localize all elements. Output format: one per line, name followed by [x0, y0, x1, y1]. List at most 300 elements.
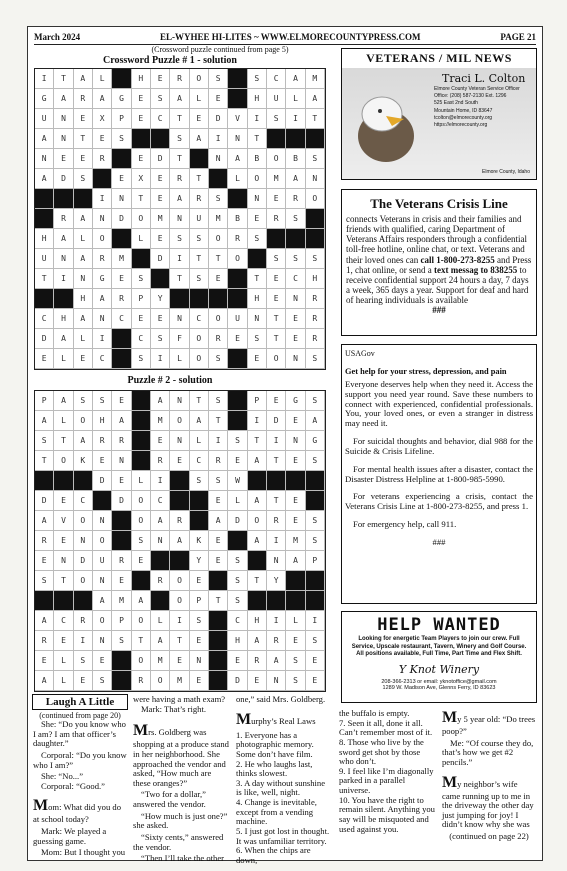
laugh-continued-note: (continued from page 20)	[39, 711, 121, 720]
crossword-cell: D	[112, 209, 131, 229]
crossword-cell: L	[286, 89, 305, 109]
crossword-black-square	[209, 671, 228, 691]
crossword-cell: E	[228, 451, 247, 471]
crossword1-title: Crossword Puzzle # 1 - solution	[103, 55, 237, 66]
crossword-cell: R	[170, 169, 189, 189]
crossword-cell: S	[151, 329, 170, 349]
crossword-cell: N	[93, 209, 112, 229]
crossword1-grid	[34, 68, 326, 370]
crossword-cell: N	[209, 149, 228, 169]
crossword-cell: S	[93, 391, 112, 411]
laugh-column-2	[133, 694, 229, 864]
crossword-cell: N	[170, 431, 189, 451]
crossword-cell: S	[190, 611, 209, 631]
crossword-cell: S	[306, 531, 325, 551]
crossword-cell: R	[35, 531, 54, 551]
crossword-cell: T	[190, 169, 209, 189]
crossword-cell: T	[267, 491, 286, 511]
law-line: 1. Everyone has a photographic memory. Some don’t have film.	[236, 729, 314, 759]
crossword-cell: E	[93, 651, 112, 671]
crossword-cell: E	[132, 309, 151, 329]
crossword-cell: L	[286, 611, 305, 631]
crossword-cell: A	[54, 391, 73, 411]
crossword-cell: A	[54, 89, 73, 109]
joke-line: “Sixty cents,” answered the vendor.	[133, 831, 224, 852]
crossword-black-square	[248, 471, 267, 491]
crossword-cell: E	[54, 631, 73, 651]
crossword-black-square	[132, 391, 151, 411]
crossword-cell: R	[93, 431, 112, 451]
crossword-cell: N	[248, 189, 267, 209]
crossword-cell: E	[267, 391, 286, 411]
usagov-heading: Get help for your stress, depression, and pain	[345, 367, 507, 376]
crossword-black-square	[190, 511, 209, 531]
crossword-cell: E	[209, 551, 228, 571]
crossword-cell: M	[170, 671, 189, 691]
crossword-black-square	[228, 531, 247, 551]
crossword-cell: R	[54, 209, 73, 229]
crossword-cell: L	[74, 329, 93, 349]
usagov-paragraph: For veterans experiencing a crisis, contact the Veterans Crisis Line at 1-800-273-8255, and press 1.	[345, 491, 533, 512]
crossword-cell: H	[74, 289, 93, 309]
crossword-cell: O	[54, 451, 73, 471]
crossword-cell: E	[35, 349, 54, 369]
crossword-cell: E	[54, 491, 73, 511]
crossword-cell: O	[170, 591, 189, 611]
crossword-cell: C	[74, 491, 93, 511]
crossword-cell: N	[151, 531, 170, 551]
crossword-cell: X	[132, 169, 151, 189]
crossword-cell: M	[286, 531, 305, 551]
crossword-cell: E	[228, 651, 247, 671]
laugh-column-4	[339, 709, 435, 855]
crossword-black-square	[132, 431, 151, 451]
drop-cap: M	[33, 797, 49, 815]
crossword-cell: C	[228, 611, 247, 631]
crossword-cell: E	[267, 269, 286, 289]
crossword-cell: T	[74, 129, 93, 149]
crossword-black-square	[112, 69, 131, 89]
crossword-cell: G	[306, 431, 325, 451]
crossword-cell: A	[248, 531, 267, 551]
crossword-black-square	[267, 129, 286, 149]
law-line: 10. You have the right to remain silent. Anything you say will be misquoted and used against you.	[339, 794, 435, 834]
crossword-black-square	[35, 591, 54, 611]
crossword-cell: O	[132, 511, 151, 531]
crisis-end: ###	[432, 305, 446, 316]
crossword-cell: N	[112, 189, 131, 209]
joke-line: y 5 year old: “Do trees poop?”	[442, 714, 536, 736]
crossword-cell: T	[170, 269, 189, 289]
crossword-cell: A	[35, 511, 54, 531]
crossword-cell: S	[306, 451, 325, 471]
crossword-cell: T	[170, 149, 189, 169]
crossword-cell: E	[286, 631, 305, 651]
crossword-cell: A	[54, 229, 73, 249]
crossword-cell: R	[267, 209, 286, 229]
crossword-cell: E	[190, 109, 209, 129]
crossword-black-square	[190, 491, 209, 511]
crossword-black-square	[132, 129, 151, 149]
crossword-cell: A	[190, 129, 209, 149]
crossword-cell: T	[209, 591, 228, 611]
crossword-cell: I	[306, 611, 325, 631]
crisis-body	[342, 214, 536, 316]
crossword-cell: A	[35, 169, 54, 189]
crossword-cell: A	[35, 611, 54, 631]
crossword-cell: E	[190, 631, 209, 651]
crossword-black-square	[248, 249, 267, 269]
crossword-cell: H	[54, 309, 73, 329]
crossword-cell: T	[54, 69, 73, 89]
law-line: 4. Change is inevitable, except from a vending machine.	[236, 797, 317, 827]
crossword-black-square	[112, 531, 131, 551]
crossword-cell: T	[248, 269, 267, 289]
law-line: 5. I just got lost in thought. It was unfamiliar territory.	[236, 825, 330, 846]
crossword-cell: S	[112, 129, 131, 149]
crossword-black-square	[228, 89, 247, 109]
crossword-cell: U	[35, 249, 54, 269]
crossword-cell: S	[74, 169, 93, 189]
crossword-cell: E	[112, 471, 131, 491]
crossword-cell: N	[93, 571, 112, 591]
crossword-cell: O	[209, 229, 228, 249]
crossword-cell: N	[170, 309, 189, 329]
crossword-cell: T	[248, 431, 267, 451]
law-line: 7. Seen it all, done it all. Can’t remember most of it.	[339, 717, 433, 738]
crossword-cell: C	[190, 451, 209, 471]
crossword-cell: E	[267, 289, 286, 309]
crossword-cell: T	[54, 431, 73, 451]
crossword-cell: E	[112, 269, 131, 289]
crossword-cell: D	[267, 411, 286, 431]
crossword-cell: D	[228, 671, 247, 691]
crossword-cell: S	[286, 249, 305, 269]
crossword-cell: R	[209, 329, 228, 349]
crossword-cell: U	[228, 309, 247, 329]
crossword-cell: T	[248, 129, 267, 149]
crossword-black-square	[228, 189, 247, 209]
crossword-cell: C	[132, 329, 151, 349]
crossword-cell: A	[170, 189, 189, 209]
crossword-cell: C	[93, 349, 112, 369]
crossword-cell: R	[93, 249, 112, 269]
crossword-cell: E	[286, 491, 305, 511]
crossword-black-square	[151, 551, 170, 571]
crossword-cell: E	[170, 451, 189, 471]
crossword-cell: A	[306, 89, 325, 109]
crossword-black-square	[170, 289, 189, 309]
crossword-cell: A	[306, 411, 325, 431]
crossword-cell: E	[93, 129, 112, 149]
crossword-cell: R	[286, 189, 305, 209]
crossword-black-square	[228, 269, 247, 289]
crossword-cell: E	[151, 189, 170, 209]
help-address: 1289 W. Madison Ave, Glenns Ferry, ID 83623	[382, 684, 496, 691]
crossword-black-square	[170, 491, 189, 511]
crossword-cell: A	[74, 69, 93, 89]
crossword-black-square	[151, 269, 170, 289]
crossword-cell: O	[190, 69, 209, 89]
crossword-cell: R	[170, 511, 189, 531]
crossword-cell: S	[267, 249, 286, 269]
joke-line: “Two for a dollar,” answered the vendor.	[133, 789, 206, 809]
crossword-cell: A	[286, 169, 305, 189]
crossword-cell: E	[112, 571, 131, 591]
crossword-cell: L	[54, 651, 73, 671]
crossword-cell: H	[306, 269, 325, 289]
joke-line: one,” said Mrs. Goldberg.	[236, 694, 326, 704]
crossword-cell: E	[35, 651, 54, 671]
officer-line: 525 East 2nd South	[434, 100, 478, 107]
crossword2-grid	[34, 390, 326, 692]
crossword-cell: D	[54, 169, 73, 189]
crossword-cell: S	[286, 651, 305, 671]
crossword-cell: T	[306, 109, 325, 129]
crossword-cell: S	[190, 269, 209, 289]
crossword-cell: I	[286, 109, 305, 129]
crossword-cell: Y	[267, 571, 286, 591]
crossword-cell: T	[35, 451, 54, 471]
crossword-cell: I	[170, 611, 189, 631]
crossword-cell: D	[112, 491, 131, 511]
crossword-cell: O	[228, 249, 247, 269]
crossword-cell: S	[209, 471, 228, 491]
crossword-cell: R	[132, 671, 151, 691]
crossword-cell: X	[93, 109, 112, 129]
crossword-cell: M	[209, 209, 228, 229]
crossword-cell: E	[151, 229, 170, 249]
crossword-black-square	[74, 189, 93, 209]
crossword-cell: A	[286, 551, 305, 571]
crossword-cell: I	[151, 471, 170, 491]
crossword-cell: A	[35, 671, 54, 691]
crossword-cell: A	[248, 491, 267, 511]
crossword-cell: N	[286, 349, 305, 369]
crossword-cell: O	[93, 229, 112, 249]
crossword-cell: H	[35, 229, 54, 249]
help-wanted-title: HELP WANTED	[377, 615, 501, 635]
crossword-cell: E	[74, 149, 93, 169]
crossword-black-square	[54, 289, 73, 309]
crossword-cell: L	[228, 169, 247, 189]
crossword-cell: O	[74, 511, 93, 531]
officer-line: https://elmorecounty.org	[434, 122, 488, 129]
crossword-black-square	[151, 591, 170, 611]
crossword-cell: R	[170, 69, 189, 89]
crossword-black-square	[306, 591, 325, 611]
crossword-black-square	[112, 511, 131, 531]
crossword-cell: E	[286, 329, 305, 349]
joke-line: Mom: But I thought you	[41, 847, 126, 858]
crossword-cell: I	[74, 631, 93, 651]
joke-line: y neighbor’s wife came running up to me in the driveway the other day just jumping for joy! I didn’t know why she was	[442, 778, 534, 830]
crossword-cell: I	[170, 249, 189, 269]
crossword-cell: T	[170, 631, 189, 651]
crossword-cell: C	[267, 69, 286, 89]
crossword-cell: N	[228, 129, 247, 149]
crossword-cell: D	[209, 109, 228, 129]
crossword-cell: N	[74, 531, 93, 551]
crossword-black-square	[132, 451, 151, 471]
crossword-cell: N	[35, 149, 54, 169]
crossword-cell: E	[54, 531, 73, 551]
crossword-black-square	[74, 591, 93, 611]
crossword-cell: E	[209, 491, 228, 511]
crossword-cell: B	[248, 149, 267, 169]
help-contact: 208-366-2313 or email: yknotoffice@gmail.com	[381, 678, 497, 685]
crossword-cell: A	[35, 129, 54, 149]
crossword-cell: Y	[151, 289, 170, 309]
crossword-cell: T	[267, 451, 286, 471]
crossword-cell: R	[35, 631, 54, 651]
crossword-cell: S	[228, 571, 247, 591]
law-line: 2. He who laughs last, thinks slowest.	[236, 758, 313, 779]
crossword-black-square	[151, 129, 170, 149]
crossword-black-square	[35, 289, 54, 309]
veterans-title: VETERANS / MIL NEWS	[342, 49, 536, 69]
crossword-cell: E	[151, 169, 170, 189]
crossword-cell: G	[35, 89, 54, 109]
crossword-cell: O	[190, 329, 209, 349]
crossword-black-square	[112, 229, 131, 249]
joke-line: Mark: We played a guessing game.	[33, 826, 107, 846]
crossword-cell: M	[112, 591, 131, 611]
crossword-black-square	[54, 591, 73, 611]
crossword-cell: E	[209, 89, 228, 109]
help-wanted-ad	[341, 611, 537, 703]
crossword-black-square	[248, 591, 267, 611]
usagov-box	[341, 344, 537, 604]
crossword-black-square	[286, 471, 305, 491]
crossword-cell: R	[74, 89, 93, 109]
crossword-cell: N	[54, 249, 73, 269]
crossword-cell: A	[190, 411, 209, 431]
crossword-cell: S	[306, 631, 325, 651]
joke-line: “How much is just one?” she asked.	[133, 810, 228, 831]
crossword-cell: S	[306, 511, 325, 531]
crisis-phone: call 1-800-273-8255	[420, 254, 495, 265]
crossword-cell: N	[267, 551, 286, 571]
crossword-black-square	[306, 229, 325, 249]
crossword-cell: O	[248, 169, 267, 189]
crossword-cell: S	[306, 349, 325, 369]
crossword-cell: T	[267, 329, 286, 349]
veterans-photo	[342, 68, 536, 179]
crossword-cell: H	[93, 411, 112, 431]
crossword-black-square	[228, 69, 247, 89]
crossword-cell: N	[74, 269, 93, 289]
crossword-cell: N	[54, 109, 73, 129]
crossword-cell: S	[306, 149, 325, 169]
crossword-black-square	[228, 289, 247, 309]
crossword-cell: S	[190, 471, 209, 491]
crossword-cell: T	[209, 411, 228, 431]
crossword-cell: E	[54, 149, 73, 169]
crossword-cell: O	[190, 349, 209, 369]
drop-cap: M	[442, 709, 458, 726]
crossword-cell: S	[248, 229, 267, 249]
crossword-cell: V	[228, 109, 247, 129]
crossword-black-square	[93, 491, 112, 511]
crossword-cell: C	[54, 611, 73, 631]
crossword-cell: V	[54, 511, 73, 531]
drop-cap: M	[236, 710, 252, 728]
y-knot-winery-logo: Y Knot Winery	[398, 662, 480, 676]
crossword-cell: O	[132, 209, 151, 229]
crossword-cell: E	[286, 511, 305, 531]
officer-line: Mountain Home, ID 83647	[434, 107, 493, 114]
joke-line: Me: “Of course they do, that’s how we get #2 pencils.”	[442, 737, 534, 767]
joke-line: rs. Goldberg was shopping at a produce stand in her neighborhood. She approached the vendor and asked, “How much are these oranges?”	[133, 727, 229, 788]
crossword-cell: R	[267, 511, 286, 531]
crossword-cell: E	[228, 329, 247, 349]
usagov-paragraph: For suicidal thoughts and behavior, dial 988 for the Suicide & Crisis Lifeline.	[345, 436, 533, 456]
crossword-cell: E	[209, 269, 228, 289]
crossword-cell: R	[306, 329, 325, 349]
crossword-cell: A	[151, 631, 170, 651]
crossword-black-square	[190, 149, 209, 169]
crossword-cell: I	[267, 531, 286, 551]
crossword-cell: E	[93, 451, 112, 471]
crossword-black-square	[306, 571, 325, 591]
crossword-cell: K	[190, 531, 209, 551]
crossword-black-square	[228, 391, 247, 411]
help-wanted-description: Looking for energetic Team Players to join our crew. Full Service, Upscale restaurant, Tavern, Winery and Golf Course. All positions available, Full Time, Part Time and Flex Shift.	[351, 636, 527, 657]
crossword-black-square	[54, 471, 73, 491]
drop-cap: M	[133, 722, 149, 740]
crossword-cell: E	[151, 69, 170, 89]
crossword-cell: P	[35, 391, 54, 411]
crossword-cell: U	[35, 109, 54, 129]
crossword-cell: L	[151, 611, 170, 631]
crossword-cell: A	[170, 89, 189, 109]
crossword-cell: L	[93, 69, 112, 89]
crossword-black-square	[54, 189, 73, 209]
crossword-continued-note: (Crossword puzzle continued from page 5)	[151, 45, 289, 54]
law-line: 9. I feel like I’m diagonally parked in a parallel universe.	[339, 765, 434, 795]
crossword-cell: E	[74, 671, 93, 691]
crossword-cell: E	[248, 349, 267, 369]
crossword-cell: I	[267, 611, 286, 631]
crossword-black-square	[248, 551, 267, 571]
crisis-text: and Press 1, chat online, or send a	[346, 254, 532, 275]
crossword-cell: G	[286, 391, 305, 411]
crossword-cell: T	[132, 631, 151, 651]
page-header	[34, 30, 536, 45]
crossword-cell: O	[132, 651, 151, 671]
crossword-cell: O	[209, 309, 228, 329]
crossword-cell: S	[228, 551, 247, 571]
crossword-black-square	[209, 571, 228, 591]
crossword-cell: D	[93, 471, 112, 491]
crossword-cell: S	[170, 229, 189, 249]
crossword-cell: O	[267, 149, 286, 169]
crossword-cell: E	[151, 309, 170, 329]
crossword-cell: C	[151, 109, 170, 129]
crossword-cell: S	[286, 671, 305, 691]
law-line: 6. When the chips are down,	[236, 845, 311, 865]
crossword-cell: R	[151, 451, 170, 471]
law-line: 8. Those who live by the sword get shot by those who don’t.	[339, 736, 424, 767]
crossword-cell: P	[112, 109, 131, 129]
crossword-black-square	[267, 229, 286, 249]
crossword-cell: M	[151, 411, 170, 431]
crossword-cell: T	[170, 109, 189, 129]
crossword-black-square	[209, 651, 228, 671]
crossword-cell: O	[74, 411, 93, 431]
crossword-black-square	[267, 591, 286, 611]
